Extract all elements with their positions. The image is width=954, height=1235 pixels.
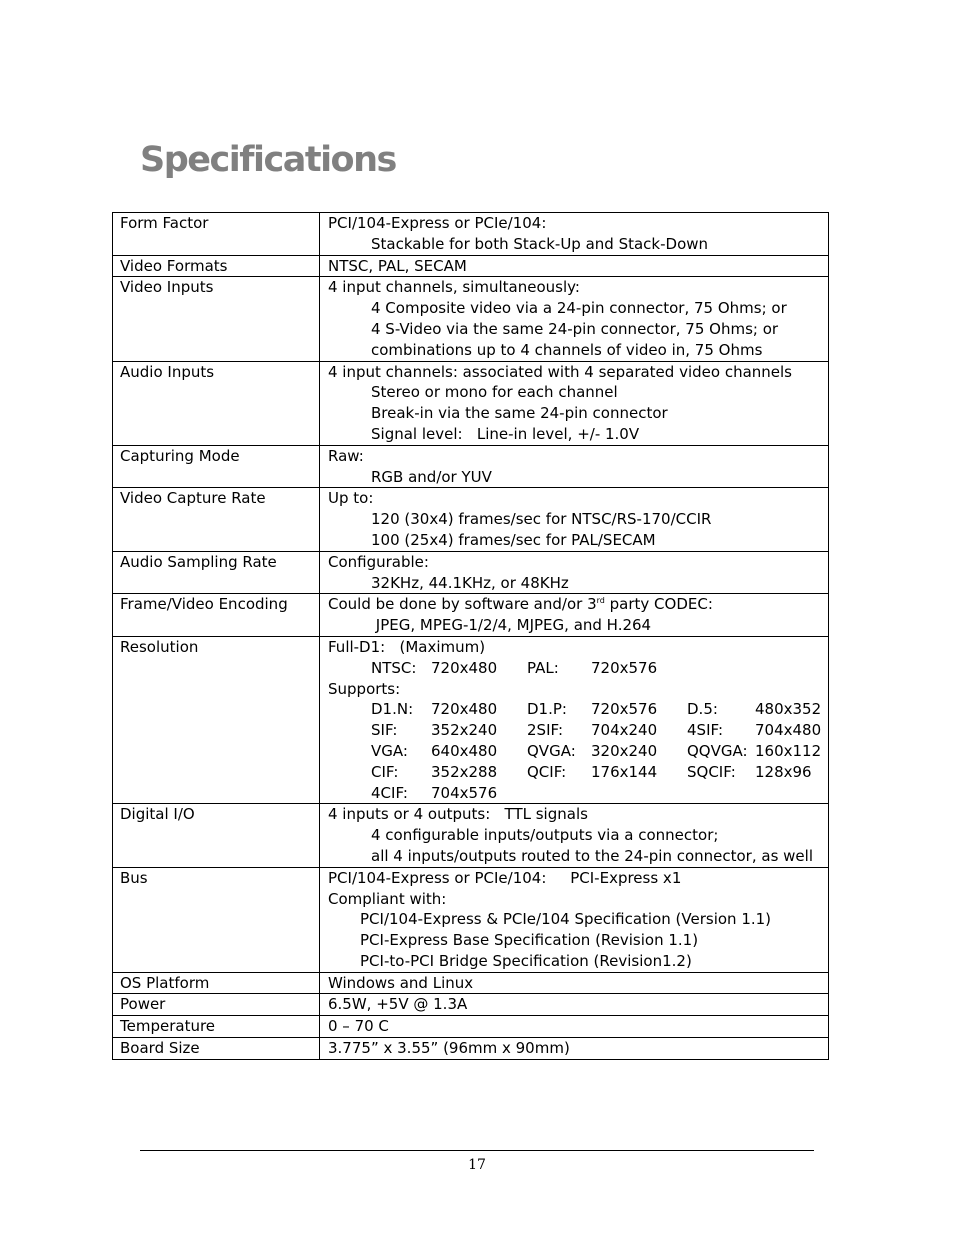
spec-row: [113, 445, 829, 488]
resolution-size: 176x144: [591, 762, 658, 781]
spec-label: Digital I/O: [113, 804, 320, 867]
spec-value-line: [328, 382, 828, 403]
resolution-format: D.5:: [687, 700, 718, 719]
spec-value-text: 4 input channels: associated with 4 separated video channels: [328, 362, 792, 381]
resolution-format: QQVGA:: [687, 741, 748, 760]
resolution-size: 640x480: [431, 741, 498, 760]
spec-row: [113, 594, 829, 637]
spec-value-line: [328, 994, 828, 1015]
spec-value-line: [328, 825, 828, 846]
spec-value-line: [328, 594, 828, 615]
spec-value-text: Stackable for both Stack-Up and Stack-Down: [371, 234, 709, 253]
spec-value-line: [328, 509, 828, 530]
resolution-size: 720x480: [431, 658, 498, 677]
spec-row: [113, 804, 829, 867]
spec-value-text: 4 input channels, simultaneously:: [328, 278, 580, 297]
spec-value-text: 120 (30x4) frames/sec for NTSC/RS-170/CCIR: [371, 510, 712, 529]
resolution-format: 4SIF:: [687, 721, 724, 740]
spec-label: Bus: [113, 867, 320, 972]
resolution-row: [328, 699, 828, 720]
spec-value-text: 4 S-Video via the same 24-pin connector, 75 Ohms; or: [371, 319, 779, 338]
spec-value: [320, 445, 829, 488]
spec-label: Form Factor: [113, 213, 320, 256]
spec-value-line: [328, 488, 828, 509]
spec-label: Video Capture Rate: [113, 488, 320, 551]
spec-value-text: combinations up to 4 channels of video in, 75 Ohms: [371, 340, 763, 359]
spec-value: [320, 594, 829, 637]
spec-value-line: [328, 573, 828, 594]
spec-value-text: Signal level: Line-in level, +/- 1.0V: [371, 424, 640, 443]
spec-value-line: [328, 446, 828, 467]
spec-value-text: Windows and Linux: [328, 973, 474, 992]
spec-value-text: Stereo or mono for each channel: [371, 383, 618, 402]
spec-value-line: [328, 868, 828, 889]
spec-row: [113, 1038, 829, 1060]
spec-value: [320, 488, 829, 551]
spec-value: [320, 213, 829, 256]
spec-value-text: 32KHz, 44.1KHz, or 48KHz: [371, 573, 569, 592]
spec-value: [320, 867, 829, 972]
spec-value-line: [328, 362, 828, 383]
spec-value-line: [328, 234, 828, 255]
resolution-format: SQCIF:: [687, 762, 736, 781]
spec-value-line: [328, 973, 828, 994]
spec-value: [320, 636, 829, 803]
spec-value-text: party CODEC:: [604, 595, 713, 614]
spec-label: Power: [113, 994, 320, 1016]
resolution-format: D1.P:: [527, 700, 567, 719]
resolution-size: 320x240: [591, 741, 658, 760]
spec-value-line: [328, 424, 828, 445]
specifications-table: [112, 212, 829, 1060]
spec-value-line: [328, 467, 828, 488]
spec-value-text: 4 inputs or 4 outputs: TTL signals: [328, 805, 588, 824]
spec-label: Temperature: [113, 1016, 320, 1038]
ordinal-suffix: rd: [596, 596, 605, 606]
spec-label: Audio Inputs: [113, 361, 320, 445]
spec-value-line: [328, 615, 828, 636]
spec-value-text: Could be done by software and/or 3: [328, 595, 597, 614]
spec-value-text: 100 (25x4) frames/sec for PAL/SECAM: [371, 530, 656, 549]
spec-value-line: [328, 256, 828, 277]
resolution-size: 352x240: [431, 721, 498, 740]
spec-label: Board Size: [113, 1038, 320, 1060]
spec-value-text: Supports:: [328, 679, 401, 698]
resolution-format: QCIF:: [527, 762, 567, 781]
spec-value-line: [328, 804, 828, 825]
spec-value-text: all 4 inputs/outputs routed to the 24-pin connector, as well: [371, 846, 813, 865]
spec-row: [113, 213, 829, 256]
spec-label: Frame/Video Encoding: [113, 594, 320, 637]
resolution-format: SIF:: [371, 721, 398, 740]
spec-value: [320, 1016, 829, 1038]
spec-value-text: PCI-to-PCI Bridge Specification (Revision1.2): [360, 951, 692, 970]
spec-value-text: 4 Composite video via a 24-pin connector, 75 Ohms; or: [371, 299, 787, 318]
resolution-format: VGA:: [371, 741, 408, 760]
spec-value-line: [328, 889, 828, 910]
spec-row: [113, 255, 829, 277]
resolution-format: CIF:: [371, 762, 399, 781]
spec-value: [320, 994, 829, 1016]
spec-value-text: JPEG, MPEG-1/2/4, MJPEG, and H.264: [371, 616, 652, 635]
spec-row: [113, 551, 829, 594]
resolution-format: 4CIF:: [371, 783, 408, 802]
resolution-row: [328, 741, 828, 762]
resolution-size: 720x576: [591, 700, 658, 719]
spec-value: [320, 551, 829, 594]
spec-value-line: [328, 319, 828, 340]
spec-value: [320, 972, 829, 994]
resolution-format: 2SIF:: [527, 721, 564, 740]
spec-value-line: [328, 930, 828, 951]
resolution-size: 352x288: [431, 762, 498, 781]
spec-value-text: Full-D1: (Maximum): [328, 637, 486, 656]
resolution-size: 720x480: [431, 700, 498, 719]
spec-row: [113, 636, 829, 803]
resolution-size: 704x240: [591, 721, 658, 740]
spec-value-line: [328, 213, 828, 234]
spec-value-line: [328, 277, 828, 298]
spec-row: [113, 972, 829, 994]
spec-value-line: [328, 1038, 828, 1059]
resolution-row: [328, 720, 828, 741]
spec-label: OS Platform: [113, 972, 320, 994]
spec-value-line: [328, 909, 828, 930]
page-number: 17: [468, 1157, 486, 1173]
spec-value-line: [328, 637, 828, 658]
spec-value-text: NTSC, PAL, SECAM: [328, 256, 467, 275]
spec-value-text: PCI/104-Express or PCIe/104: PCI-Express x1: [328, 868, 682, 887]
spec-value: [320, 361, 829, 445]
page-title: Specifications: [140, 140, 396, 180]
resolution-format: NTSC:: [371, 658, 417, 677]
spec-label: Capturing Mode: [113, 445, 320, 488]
resolution-row: [328, 783, 828, 804]
resolution-format: D1.N:: [371, 700, 414, 719]
spec-value: [320, 804, 829, 867]
spec-label: Video Formats: [113, 255, 320, 277]
footer-divider: [140, 1150, 814, 1151]
spec-label: Video Inputs: [113, 277, 320, 361]
spec-value: [320, 255, 829, 277]
spec-label: Resolution: [113, 636, 320, 803]
spec-value-text: PCI-Express Base Specification (Revision 1.1): [360, 931, 699, 950]
spec-label: Audio Sampling Rate: [113, 551, 320, 594]
spec-value: [320, 277, 829, 361]
spec-value-line: [328, 530, 828, 551]
specifications-table-body: [113, 213, 829, 1060]
resolution-row: [328, 762, 828, 783]
spec-value-text: PCI/104-Express or PCIe/104:: [328, 214, 547, 232]
resolution-format: PAL:: [527, 658, 559, 677]
spec-value-text: 6.5W, +5V @ 1.3A: [328, 995, 468, 1014]
spec-value-text: Configurable:: [328, 552, 429, 571]
spec-value-line: [328, 846, 828, 867]
spec-value-line: [328, 679, 828, 700]
spec-value-line: [328, 403, 828, 424]
spec-row: [113, 867, 829, 972]
spec-value-line: [328, 552, 828, 573]
spec-value-line: [328, 298, 828, 319]
spec-value-text: Up to:: [328, 489, 374, 508]
resolution-size: 480x352: [755, 700, 822, 719]
spec-value-line: [328, 1016, 828, 1037]
spec-row: [113, 277, 829, 361]
spec-value-text: Break-in via the same 24-pin connector: [371, 404, 668, 423]
spec-row: [113, 994, 829, 1016]
spec-value-text: 0 – 70 C: [328, 1017, 389, 1036]
resolution-size: 128x96: [755, 762, 812, 781]
spec-row: [113, 488, 829, 551]
spec-value-text: 4 configurable inputs/outputs via a connector;: [371, 826, 719, 845]
resolution-row: [328, 658, 828, 679]
resolution-size: 160x112: [755, 741, 822, 760]
resolution-size: 704x576: [431, 783, 498, 802]
resolution-size: 720x576: [591, 658, 658, 677]
spec-value-text: 3.775” x 3.55” (96mm x 90mm): [328, 1039, 570, 1058]
spec-value-text: Compliant with:: [328, 889, 447, 908]
spec-value: [320, 1038, 829, 1060]
spec-row: [113, 1016, 829, 1038]
spec-value-text: RGB and/or YUV: [371, 467, 492, 486]
resolution-size: 704x480: [755, 721, 822, 740]
spec-value-text: PCI/104-Express & PCIe/104 Specification (Version 1.1): [360, 910, 772, 929]
spec-row: [113, 361, 829, 445]
resolution-format: QVGA:: [527, 741, 576, 760]
spec-value-line: [328, 340, 828, 361]
spec-value-line: [328, 951, 828, 972]
spec-value-text: Raw:: [328, 446, 364, 465]
